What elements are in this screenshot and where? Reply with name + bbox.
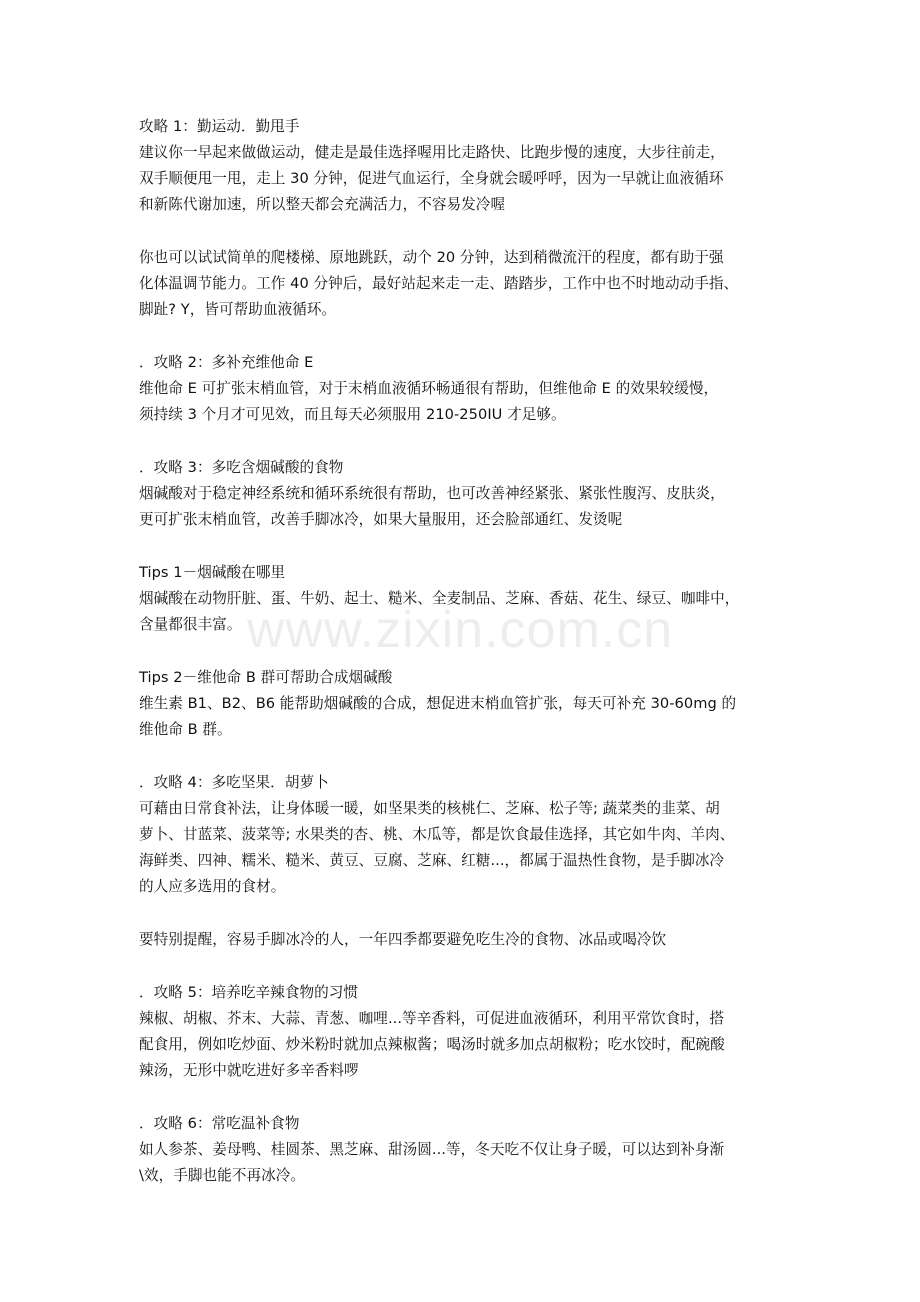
section-heading: 攻略 1：勤运动．勤甩手 [139,118,300,135]
paragraph-line: 更可扩张末梢血管，改善手脚冰冷，如果大量服用，还会脸部通红、发烫呢 [139,511,623,528]
paragraph-line: 和新陈代谢加速，所以整天都会充满活力，不容易发冷喔 [139,196,506,213]
section-tips-1 [139,560,799,638]
paragraph-line: 海鲜类、四神、糯米、糙米、黄豆、豆腐、芝麻、红糖...，都属于温热性食物，是手脚冰冷 [139,852,725,869]
section-heading: ．攻略 3：多吃含烟碱酸的食物 [139,459,344,476]
paragraph-line: 如人参茶、姜母鸭、桂圆茶、黑芝麻、甜汤圆...等，冬天吃不仅让身子暖，可以达到补身渐 [139,1141,725,1158]
section-reminder [139,927,799,953]
paragraph-line: \效，手脚也能不再冰冷。 [139,1167,306,1184]
paragraph-line: 维他命 E 可扩张末梢血管，对于末梢血液循环畅通很有帮助，但维他命 E 的效果较缓慢， [139,380,719,397]
section-heading: ．攻略 6：常吃温补食物 [139,1115,300,1132]
paragraph-line: 烟碱酸对于稳定神经系统和循环系统很有帮助，也可改善神经紧张、紧张性腹泻、皮肤炎， [139,485,725,502]
section-strategy-2 [139,350,799,428]
section-heading: ．攻略 5：培养吃辛辣食物的习惯 [139,984,359,1001]
section-strategy-5 [139,980,799,1084]
paragraph-line: 辣椒、胡椒、芥末、大蒜、青葱、咖哩...等辛香料，可促进血液循环，利用平常饮食时，搭 [139,1010,725,1027]
paragraph-line: 双手顺便甩一甩，走上 30 分钟，促进气血运行，全身就会暖呼呼，因为一早就让血液循环 [139,170,724,187]
document-body [139,114,799,1189]
paragraph-line: 要特别提醒，容易手脚冰冷的人，一年四季都要避免吃生冷的食物、冰品或喝冷饮 [139,931,667,948]
paragraph-line: 维他命 B 群。 [139,721,232,738]
section-heading: ．攻略 4：多吃坚果．胡萝卜 [139,774,329,791]
paragraph-line: 你也可以试试简单的爬楼梯、原地跳跃，动个 20 分钟，达到稍微流汗的程度，都有助于强 [139,249,724,266]
section-strategy-6 [139,1111,799,1189]
section-heading: ．攻略 2：多补充维他命 E [139,354,314,371]
paragraph-line: 萝卜、甘蓝菜、菠菜等; 水果类的杏、桃、木瓜等，都是饮食最佳选择，其它如牛肉、羊肉、 [139,826,735,843]
section-strategy-3 [139,455,799,533]
section-heading: Tips 1－烟碱酸在哪里 [139,564,286,581]
paragraph-line: 辣汤，无形中就吃进好多辛香料啰 [139,1062,359,1079]
paragraph-line: 建议你一早起来做做运动，健走是最佳选择喔用比走路快、比跑步慢的速度，大步往前走， [139,144,725,161]
watermark: www.zixin.com.cn [246,601,674,659]
paragraph-line: 化体温调节能力。工作 40 分钟后，最好站起来走一走、踏踏步，工作中也不时地动动手指、 [139,275,739,292]
paragraph-line: 含量都很丰富。 [139,616,242,633]
section-strategy-1 [139,114,799,218]
section-strategy-4 [139,770,799,900]
paragraph-line: 可藉由日常食补法，让身体暖一暖，如坚果类的核桃仁、芝麻、松子等; 蔬菜类的韭菜、胡 [139,800,720,817]
paragraph-line: 烟碱酸在动物肝脏、蛋、牛奶、起士、糙米、全麦制品、芝麻、香菇、花生、绿豆、咖啡中， [139,590,740,607]
section-strategy-1-extra [139,245,799,323]
paragraph-line: 的人应多选用的食材。 [139,878,286,895]
section-heading: Tips 2－维他命 B 群可帮助合成烟碱酸 [139,669,393,686]
paragraph-line: 配食用，例如吃炒面、炒米粉时就加点辣椒酱；喝汤时就多加点胡椒粉；吃水饺时，配碗酸 [139,1036,725,1053]
paragraph-line: 脚趾? Y，皆可帮助血液循环。 [139,301,337,318]
paragraph-line: 维生素 B1、B2、B6 能帮助烟碱酸的合成，想促进末梢血管扩张，每天可补充 30-60mg 的 [139,695,737,712]
paragraph-line: 须持续 3 个月才可见效，而且每天必须服用 210-250IU 才足够。 [139,406,566,423]
section-tips-2 [139,665,799,743]
